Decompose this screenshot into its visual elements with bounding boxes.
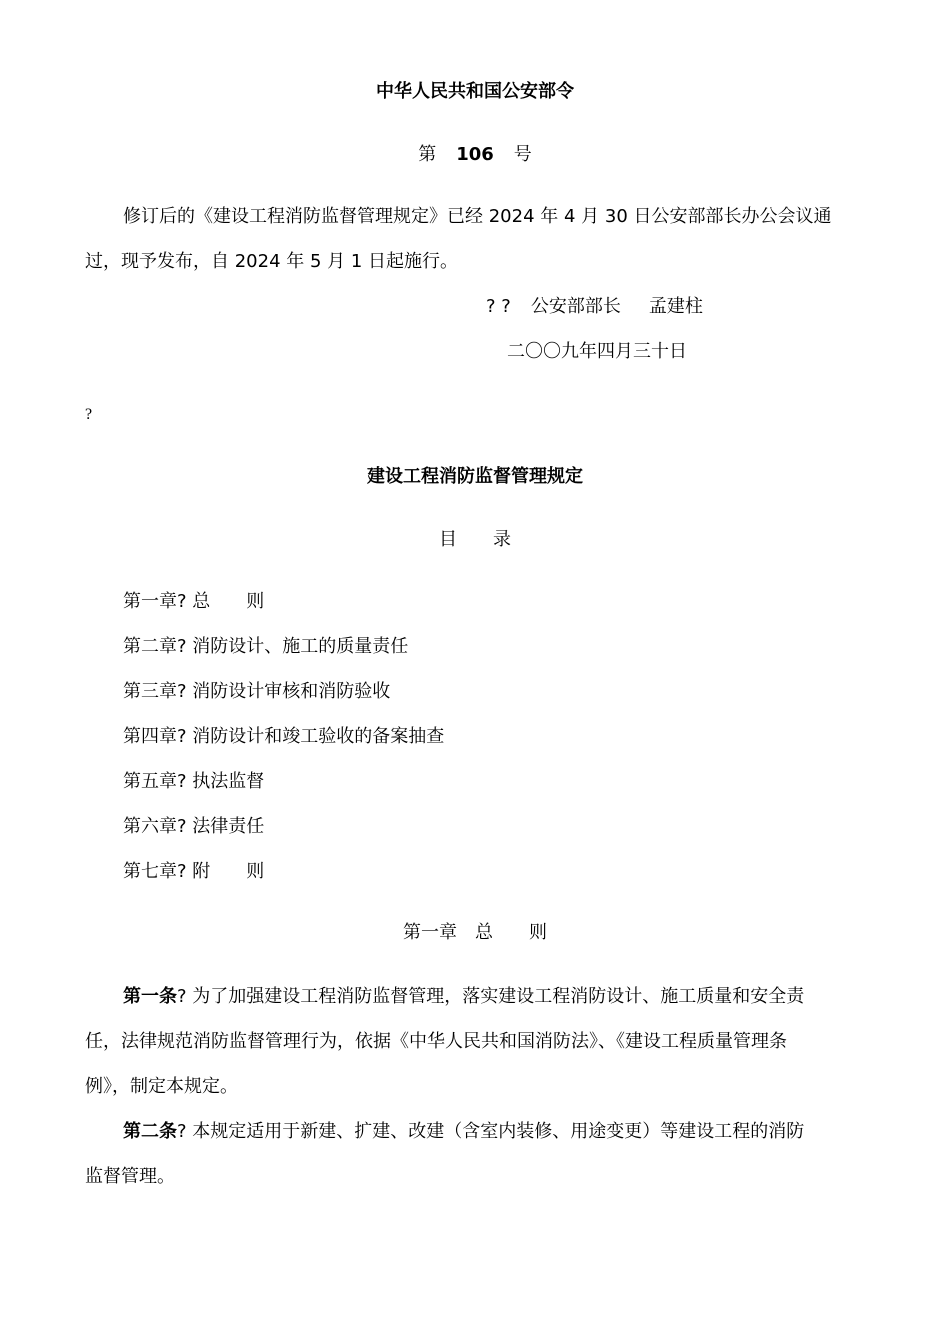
decree-date: 二〇〇九年四月三十日	[507, 341, 687, 362]
regulation-title: 建设工程消防监督管理规定	[367, 466, 583, 487]
article-2-label: 第二条	[123, 1121, 177, 1142]
article-1-line-2: 任，法律规范消防监督管理行为，依据《中华人民共和国消防法》、《建设工程质量管理条	[85, 1031, 787, 1052]
article-1-line-3: 例》，制定本规定。	[85, 1076, 238, 1097]
decree-signer	[486, 295, 703, 319]
signer-name: 孟建柱	[648, 296, 703, 317]
toc-chapter: 第三章?	[123, 681, 187, 702]
toc-chapter: 第七章?	[123, 861, 187, 882]
article-1-label: 第一条	[123, 986, 177, 1007]
article-1-text: ? 为了加强建设工程消防监督管理，落实建设工程消防设计、施工质量和安全责	[177, 986, 805, 1007]
toc-item	[123, 635, 408, 659]
toc-chapter: 第二章?	[123, 636, 187, 657]
toc-item	[123, 770, 264, 794]
signer-marks: ? ?	[486, 296, 511, 317]
toc-chapter: 第六章?	[123, 816, 187, 837]
signer-title: 公安部部长	[530, 296, 621, 317]
decree-body-line-1: 修订后的《建设工程消防监督管理规定》已经 2024 年 4 月 30 日公安部部长办公会议通	[123, 206, 832, 227]
toc-chapter-title: 总 则	[192, 591, 265, 612]
toc-item	[123, 860, 264, 884]
article-1-line-1	[123, 985, 804, 1009]
toc-chapter: 第一章?	[123, 591, 187, 612]
article-2-line-2: 监督管理。	[85, 1166, 175, 1187]
toc-chapter: 第五章?	[123, 771, 187, 792]
article-2-line-1	[123, 1120, 804, 1144]
decree-body-line-2: 过，现予发布，自 2024 年 5 月 1 日起施行。	[85, 251, 459, 272]
toc-heading: 目 录	[439, 529, 511, 550]
decree-number-suffix: 号	[513, 144, 532, 165]
stray-mark: ?	[85, 406, 93, 423]
decree-number-value: 106	[456, 144, 494, 165]
toc-item	[123, 815, 264, 839]
toc-chapter-title: 法律责任	[192, 816, 265, 837]
decree-title: 中华人民共和国公安部令	[376, 81, 574, 102]
toc-chapter-title: 消防设计和竣工验收的备案抽查	[192, 726, 445, 747]
toc-chapter: 第四章?	[123, 726, 187, 747]
article-2-text: ? 本规定适用于新建、扩建、改建（含室内装修、用途变更）等建设工程的消防	[177, 1121, 805, 1142]
toc-chapter-title: 附 则	[192, 861, 265, 882]
toc-chapter-title: 消防设计审核和消防验收	[192, 681, 391, 702]
toc-chapter-title: 执法监督	[192, 771, 265, 792]
toc-chapter-title: 消防设计、施工的质量责任	[192, 636, 409, 657]
toc-item	[123, 725, 444, 749]
toc-item	[123, 590, 264, 614]
decree-number-prefix: 第	[418, 144, 437, 165]
decree-number	[0, 143, 950, 167]
toc-item	[123, 680, 390, 704]
chapter-1-heading: 第一章 总 则	[403, 922, 547, 943]
